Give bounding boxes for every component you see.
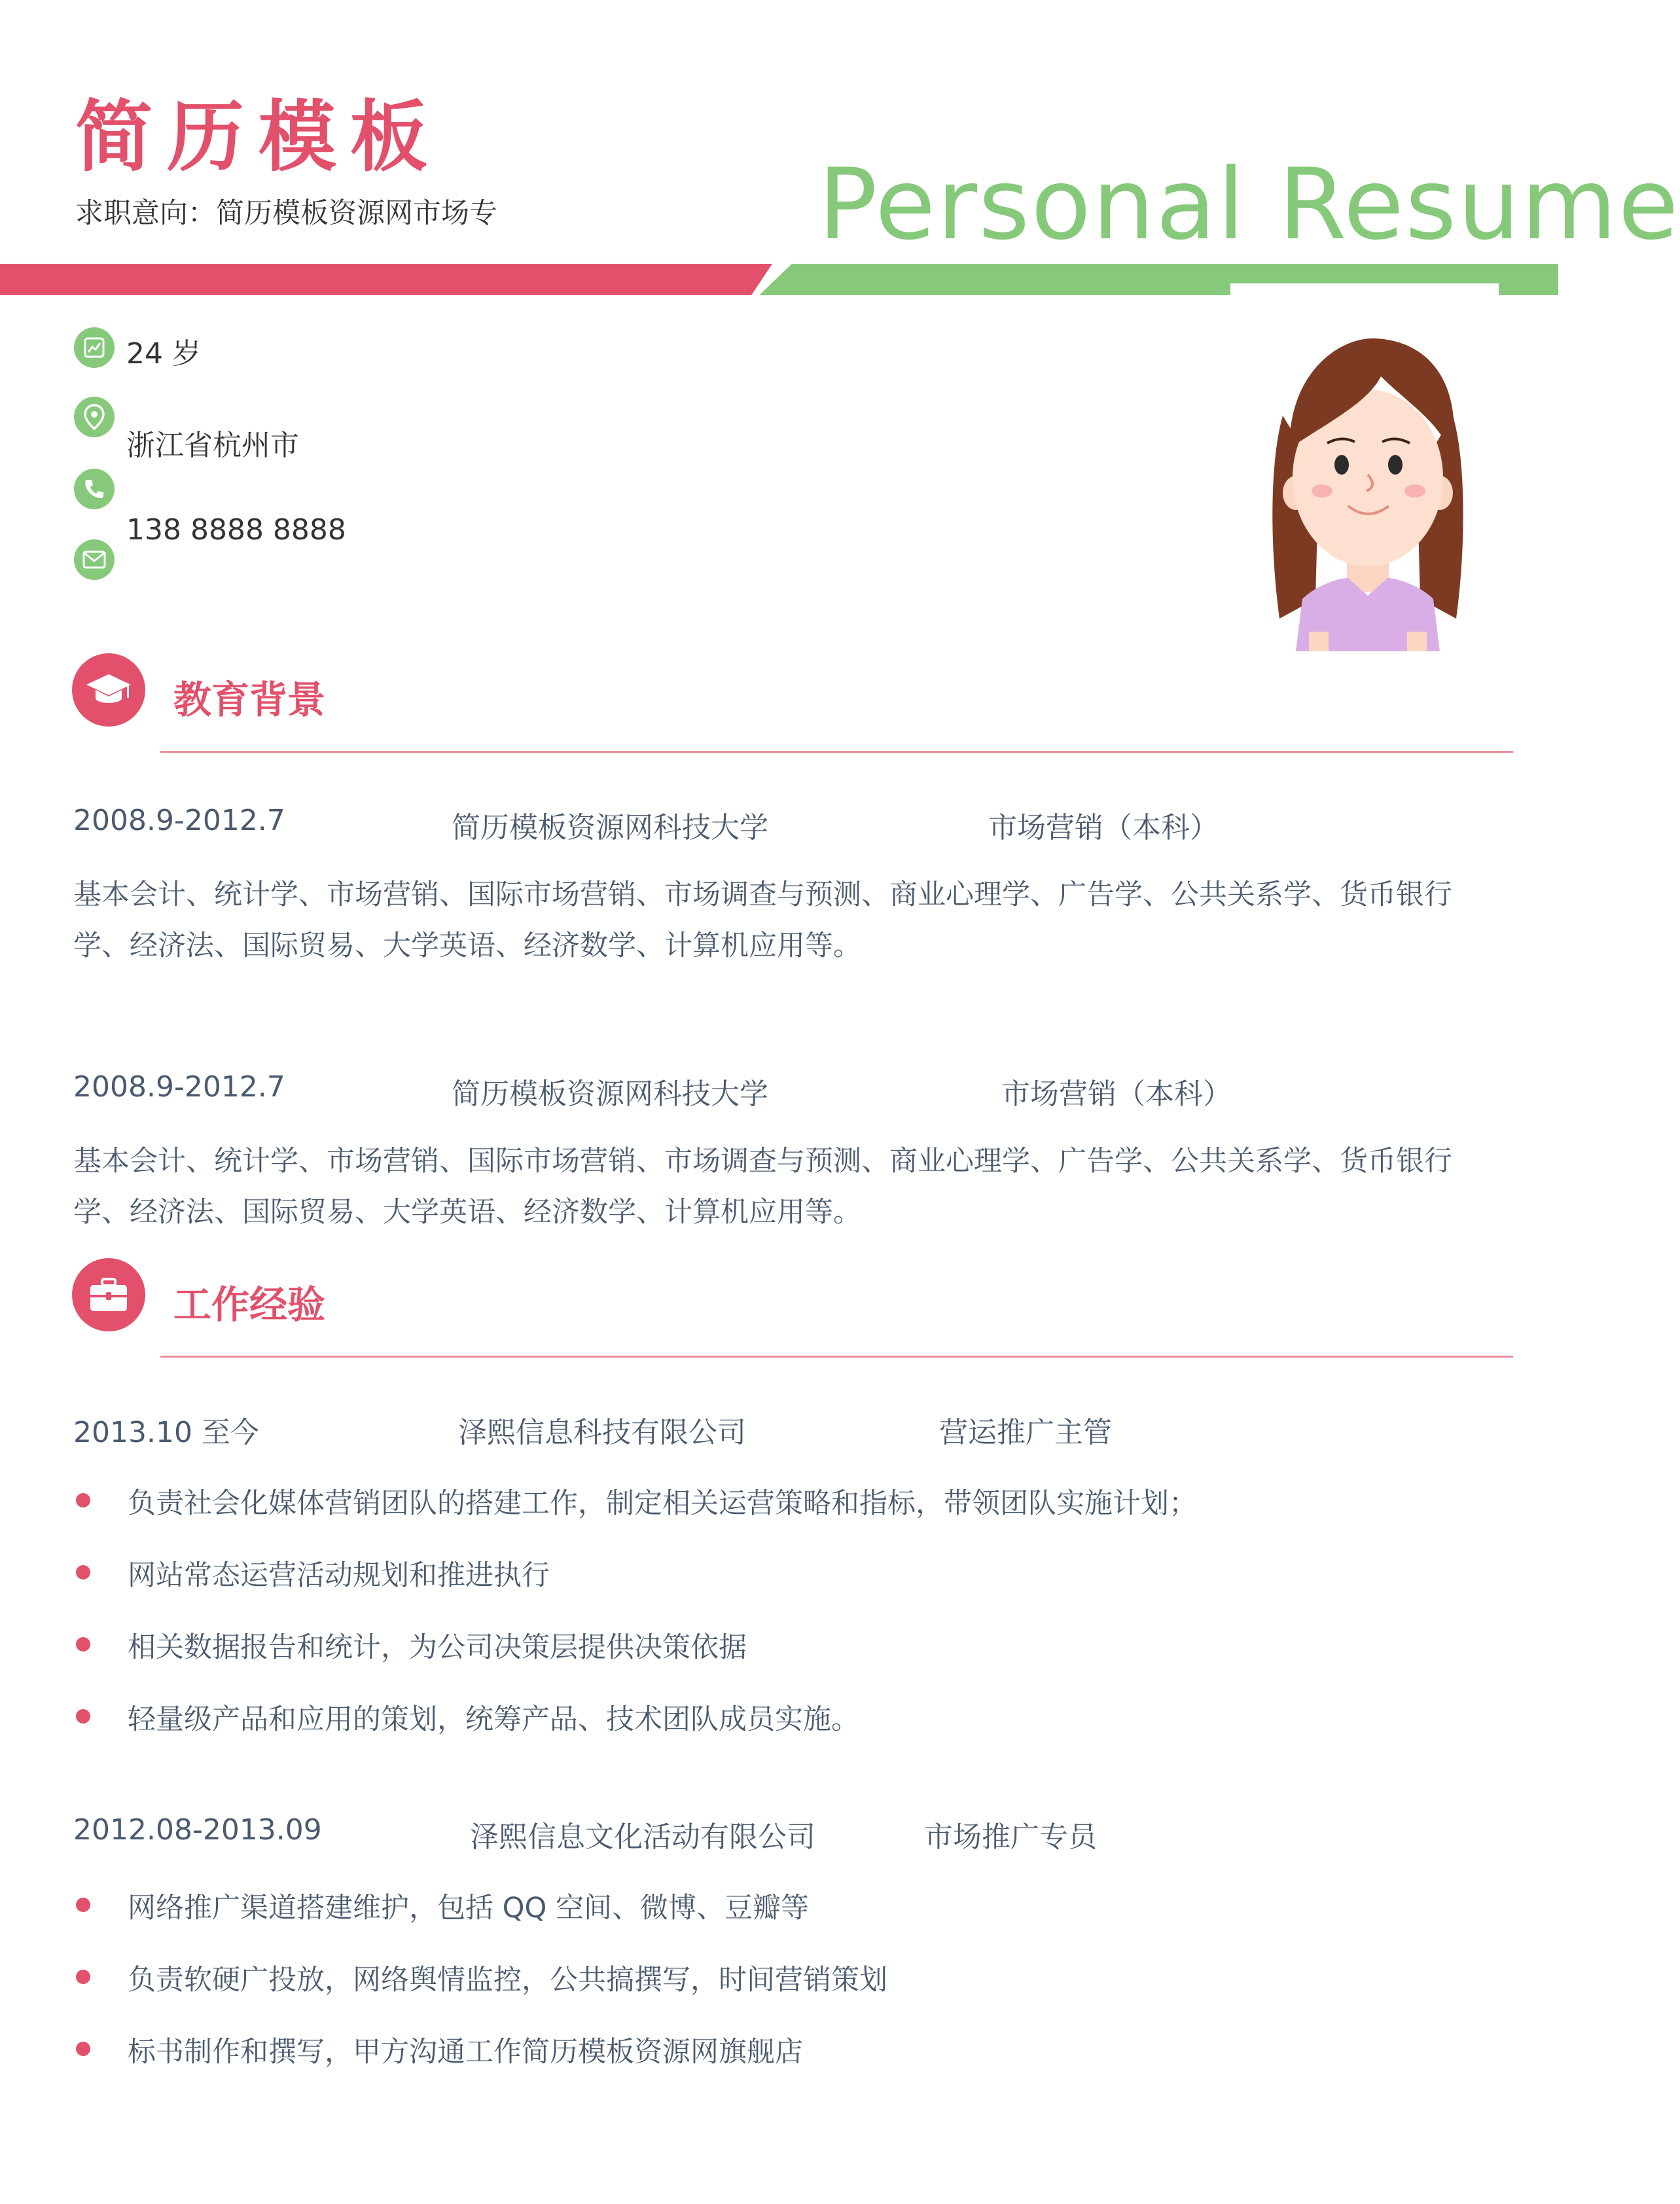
briefcase-icon [72,1258,145,1331]
bullet-dot [76,1637,90,1652]
bullet-dot [76,1709,90,1724]
location-pin-icon [74,397,115,437]
mail-icon [74,539,115,580]
job-intent: 求职意向：简历模板资源网市场专 [75,197,497,230]
age-text: 24 岁 [126,337,201,370]
personal-resume-heading: Personal Resume [818,148,1680,262]
header-divider-bars [0,259,1558,298]
edu-major: 市场营销（本科） [988,811,1219,844]
graduation-cap-icon [72,653,145,727]
edu-courses: 基本会计、统计学、市场营销、国际市场营销、市场调查与预测、商业心理学、广告学、公共关系学、货币银行学、经济法、国际贸易、大学英语、经济数学、计算机应用等。 [73,878,1452,962]
bullet-dot [76,1565,90,1580]
job-duty: 负责社会化媒体营销团队的搭建工作，制定相关运营策略和指标，带领团队实施计划； [128,1487,1197,1520]
red-bar [0,264,772,295]
edu-period: 2008.9-2012.7 [73,804,285,837]
edu-period: 2008.9-2012.7 [73,1070,285,1104]
work-divider [160,1356,1513,1358]
job-duty: 网站常态运营活动规划和推进执行 [128,1559,550,1592]
job-company: 泽熙信息文化活动有限公司 [470,1820,815,1854]
education-section-title: 教育背景 [173,677,326,722]
job-duty: 负责软硬广投放，网络舆情监控，公共搞撰写，时间营销策划 [128,1964,887,1996]
edu-major: 市场营销（本科） [1001,1077,1232,1111]
edu-school: 简历模板资源网科技大学 [452,811,768,844]
edu-courses: 基本会计、统计学、市场营销、国际市场营销、市场调查与预测、商业心理学、广告学、公共关系学、货币银行学、经济法、国际贸易、大学英语、经济数学、计算机应用等。 [73,1145,1452,1229]
job-duty: 标书制作和撰写，甲方沟通工作简历模板资源网旗舰店 [128,2036,803,2069]
job-duty: 网络推广渠道搭建维护，包括 QQ 空间、微博、豆瓣等 [128,1892,810,1924]
job-period: 2013.10 至今 [73,1416,259,1449]
phone-text: 138 8888 8888 [126,513,346,547]
job-role: 市场推广专员 [924,1820,1097,1854]
chart-icon [74,327,115,368]
avatar [1243,331,1492,651]
location-text: 浙江省杭州市 [126,429,299,462]
job-company: 泽熙信息科技有限公司 [458,1416,746,1449]
green-bar-notch [1230,283,1499,295]
job-role: 营运推广主管 [939,1416,1112,1449]
bullet-dot [76,2042,90,2056]
education-divider [160,751,1513,753]
phone-icon [74,469,115,509]
edu-school: 简历模板资源网科技大学 [452,1077,768,1111]
job-period: 2012.08-2013.09 [73,1813,322,1847]
work-section-title: 工作经验 [173,1282,326,1327]
job-duty: 相关数据报告和统计，为公司决策层提供决策依据 [128,1631,747,1664]
bullet-dot [76,1970,90,1984]
bullet-dot [76,1493,90,1508]
job-duty: 轻量级产品和应用的策划，统筹产品、技术团队成员实施。 [128,1703,859,1736]
resume-title: 简历模板 [75,92,442,182]
bullet-dot [76,1898,90,1912]
